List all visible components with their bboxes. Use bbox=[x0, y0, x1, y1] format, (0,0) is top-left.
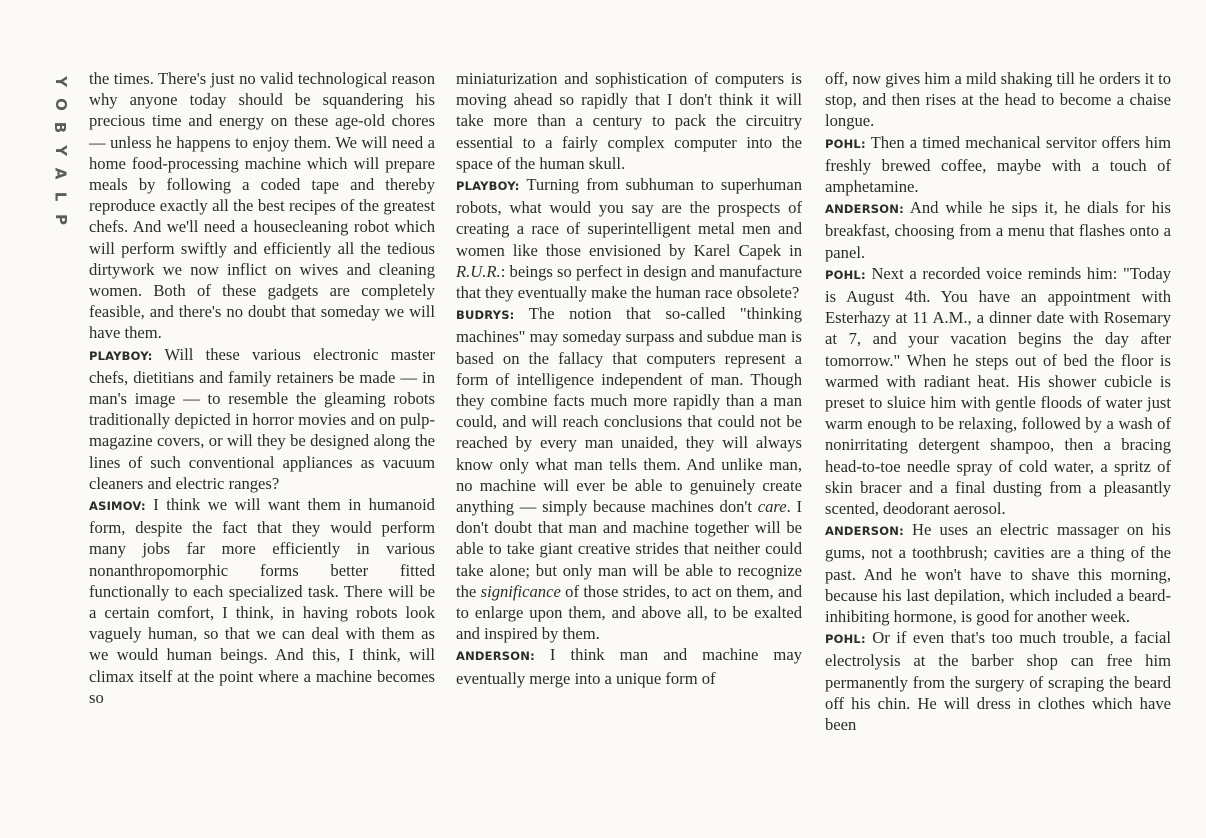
playboy-masthead bbox=[48, 70, 72, 231]
paragraph bbox=[456, 174, 802, 303]
italic-text: care bbox=[757, 497, 787, 517]
text-column-1 bbox=[89, 68, 435, 838]
body-text: . I don't doubt that man and machine together will be able to take giant creative strides that neither could take alone; but only man will be able to recognize the bbox=[456, 497, 802, 601]
paragraph bbox=[825, 627, 1171, 735]
paragraph bbox=[825, 197, 1171, 263]
speaker-label: PLAYBOY: bbox=[89, 348, 153, 363]
text-column-2 bbox=[456, 68, 802, 838]
body-text: the times. There's just no valid technological reason why anyone today should be squandering his precious time and energy on these age-old chores — unless he happens to enjoy them. We will need a home food-processing machine which will prepare meals by following a coded tape and thereby reproduce exactly all the best recipes of the greatest chefs. And we'll need a housecleaning robot which will perform swiftly and efficiently all the tedious dirtywork we now inflict on wives and cleaning women. Both of these gadgets are completely feasible, and there's no doubt that someday we will have them. bbox=[89, 69, 435, 343]
masthead-letter: P bbox=[51, 214, 70, 225]
speaker-label: PLAYBOY: bbox=[456, 179, 520, 194]
paragraph bbox=[89, 344, 435, 494]
speaker-label: ASIMOV: bbox=[89, 499, 146, 514]
speaker-label: POHL: bbox=[825, 136, 866, 151]
masthead-letter: B bbox=[51, 121, 70, 134]
paragraph bbox=[456, 644, 802, 688]
body-text: Will these various electronic master chefs, dietitians and family retainers be made — in man's image — to resemble the gleaming robots traditionally depicted in horror movies and on pulp-magazine covers, or will they be designed along the lines of such conventional appliances as vacuum cleaners and electric ranges? bbox=[89, 344, 435, 493]
speaker-label: POHL: bbox=[825, 632, 866, 647]
text-column-3 bbox=[825, 68, 1171, 838]
italic-text: R.U.R. bbox=[456, 261, 501, 281]
masthead-letter: O bbox=[51, 98, 70, 111]
body-text: miniaturization and sophistication of computers is moving ahead so rapidly that I don't think it will take more than a century to pack the circuitry essential to a fairly complex computer into the space of the human skull. bbox=[456, 69, 802, 173]
paragraph bbox=[825, 68, 1171, 132]
body-text: Next a recorded voice reminds him: "Today is August 4th. You have an appointment with Esterhazy at 11 A.M., a dinner date with Rosemary at 7, and your vacation begins the day after tomorrow." When he steps out of bed the floor is warmed with radiant heat. His shower cubicle is preset to sluice him with gentle floods of water just warm enough to be relaxing, followed by a wash of nonirritating detergent shampoo, then a bracing head-to-toe needle spray of cold water, a spritz of skin bracer and a final dusting from a pleasantly scented, deodorant aerosol. bbox=[825, 263, 1171, 519]
italic-text: significance bbox=[480, 581, 561, 601]
masthead-letter: A bbox=[51, 167, 70, 180]
paragraph bbox=[825, 263, 1171, 519]
speaker-label: BUDRYS: bbox=[456, 308, 515, 323]
body-text: Turning from subhuman to superhuman robots, what would you say are the prospects of creating a race of superintelligent metal men and women like those envisioned by Karel Capek in bbox=[456, 175, 802, 260]
body-text: of those strides, to act on them, and to enlarge upon them, and above all, to be exalted and inspired by them. bbox=[456, 581, 802, 644]
speaker-label: ANDERSON: bbox=[825, 524, 904, 539]
body-text: Then a timed mechanical servitor offers him freshly brewed coffee, maybe with a touch of amphetamine. bbox=[825, 132, 1171, 197]
paragraph bbox=[825, 132, 1171, 198]
body-text: He uses an electric massager on his gums, not a toothbrush; cavities are a thing of the past. And he won't have to shave this morning, because his last depilation, which included a beard-inhibiting hormone, is good for another week. bbox=[825, 520, 1171, 627]
body-text: Or if even that's too much trouble, a facial electrolysis at the barber shop can free him permanently from the surgery of scraping the beard off his chin. He will dress in clothes which have been bbox=[825, 628, 1171, 735]
paragraph bbox=[89, 494, 435, 708]
paragraph bbox=[89, 68, 435, 344]
paragraph bbox=[456, 303, 802, 644]
body-text: I think man and machine may eventually merge into a unique form of bbox=[456, 645, 802, 688]
body-text: off, now gives him a mild shaking till he orders it to stop, and then rises at the head to become a chaise longue. bbox=[825, 69, 1171, 131]
masthead-letter: Y bbox=[51, 145, 70, 156]
speaker-label: POHL: bbox=[825, 267, 866, 282]
body-text: : beings so perfect in design and manufacture that they eventually make the human race obsolete? bbox=[456, 261, 802, 303]
masthead-letter: Y bbox=[51, 76, 70, 87]
paragraph bbox=[456, 68, 802, 174]
masthead-letter: L bbox=[51, 191, 70, 202]
body-text: The notion that so-called "thinking machines" may someday surpass and subdue man is based on the fallacy that computers represent a form of intelligence independent of man. Though they combine facts much more rapidly than a man could, and will reach conclusions that could not be reached by every man unaided, they will always know only what man tells them. And unlike man, no machine will ever be able to genuinely create anything — simply because machines don't bbox=[456, 304, 802, 517]
body-text: And while he sips it, he dials for his breakfast, choosing from a menu that flashes onto a panel. bbox=[825, 198, 1171, 262]
body-text: I think we will want them in humanoid form, despite the fact that they would perform many jobs far more efficiently in various nonanthropomorphic forms better fitted functionally to each specialized task. There will be a certain comfort, I think, in having robots look vaguely human, so that we can deal with them as we would human beings. And this, I think, will climax itself at the point where a machine becomes so bbox=[89, 495, 435, 707]
speaker-label: ANDERSON: bbox=[825, 202, 904, 217]
paragraph bbox=[825, 519, 1171, 627]
speaker-label: ANDERSON: bbox=[456, 649, 535, 664]
